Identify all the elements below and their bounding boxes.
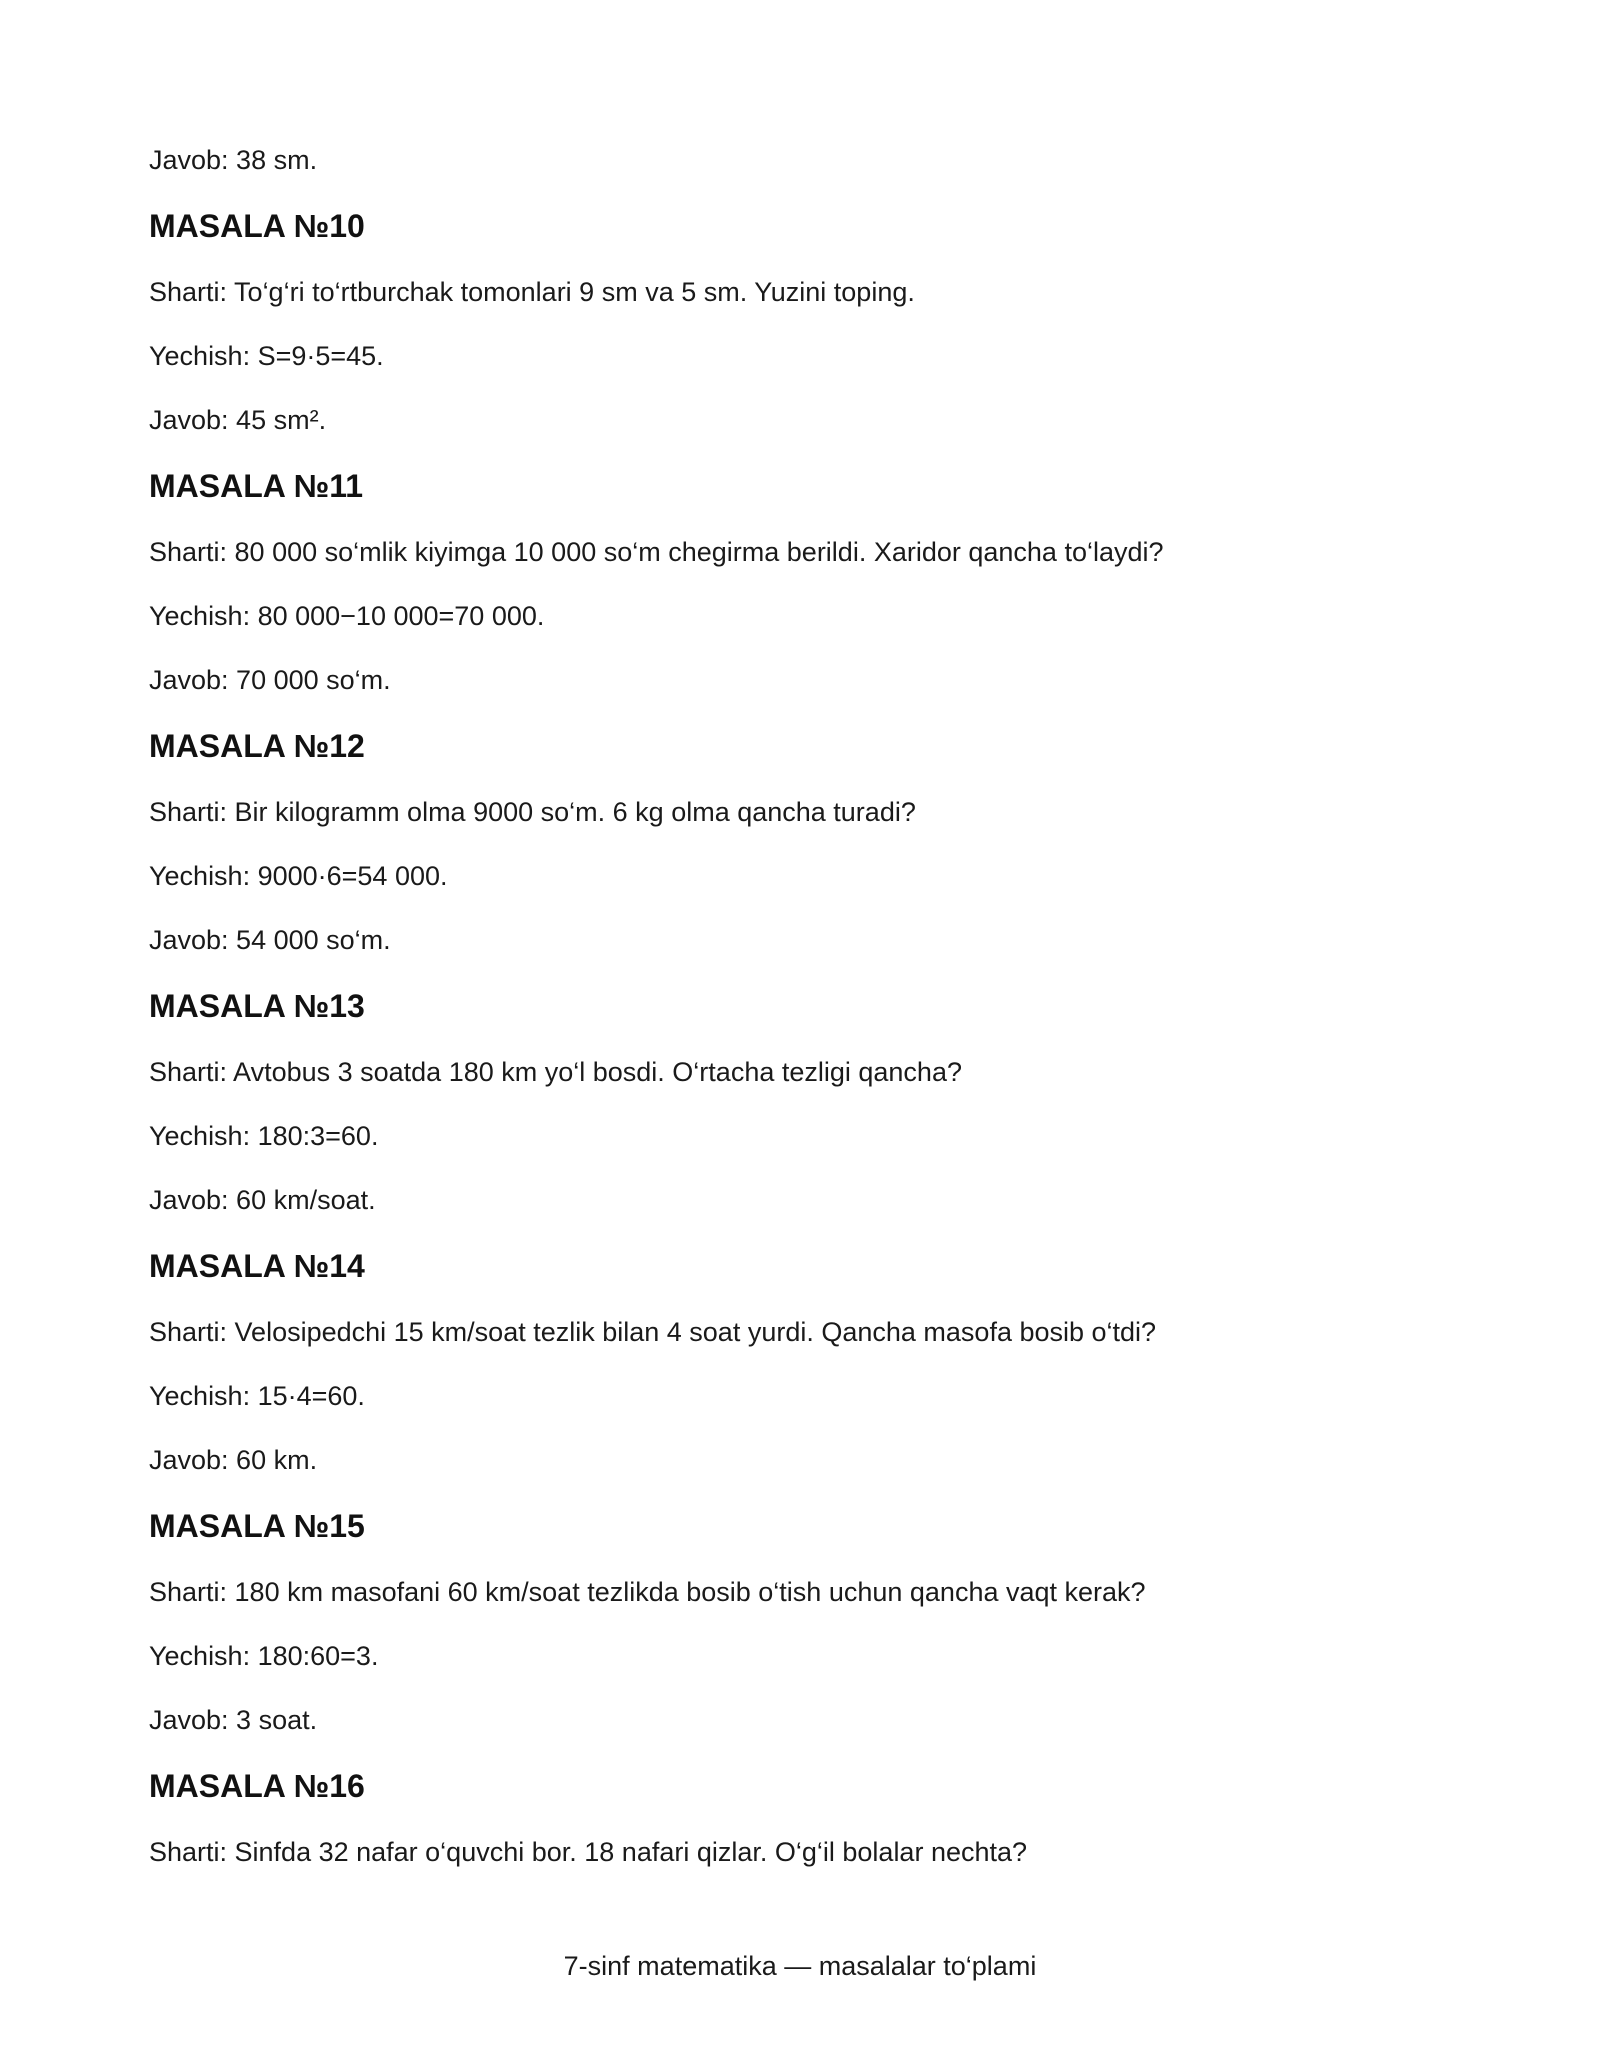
problem-10-condition: Sharti: To‘g‘ri to‘rtburchak tomonlari 9 sm va 5 sm. Yuzini toping. [149, 277, 915, 307]
problem-15-solution: Yechish: 180:60=3. [149, 1641, 379, 1671]
problem-10-solution: Yechish: S=9·5=45. [149, 341, 384, 371]
problem-14-title: MASALA №14 [149, 1248, 365, 1284]
problem-13-condition: Sharti: Avtobus 3 soatda 180 km yo‘l bosdi. O‘rtacha tezligi qancha? [149, 1057, 962, 1087]
problem-14-solution: Yechish: 15·4=60. [149, 1381, 365, 1411]
problem-12-solution: Yechish: 9000·6=54 000. [149, 861, 448, 891]
problem-14-condition: Sharti: Velosipedchi 15 km/soat tezlik bilan 4 soat yurdi. Qancha masofa bosib o‘tdi? [149, 1317, 1157, 1347]
problem-10-title: MASALA №10 [149, 208, 365, 244]
problem-10-answer: Javob: 45 sm². [149, 405, 327, 435]
problem-11-condition: Sharti: 80 000 so‘mlik kiyimga 10 000 so‘m chegirma berildi. Xaridor qancha to‘laydi? [149, 537, 1164, 567]
problem-13-solution: Yechish: 180:3=60. [149, 1121, 379, 1151]
problem-12-title: MASALA №12 [149, 728, 365, 764]
problem-11-answer: Javob: 70 000 so‘m. [149, 665, 391, 695]
problem-15-condition: Sharti: 180 km masofani 60 km/soat tezlikda bosib o‘tish uchun qancha vaqt kerak? [149, 1577, 1146, 1607]
answer-text: Javob: 38 sm. [149, 145, 318, 175]
problem-12-condition: Sharti: Bir kilogramm olma 9000 so‘m. 6 kg olma qancha turadi? [149, 797, 916, 827]
problem-12-answer: Javob: 54 000 so‘m. [149, 925, 391, 955]
page-footer: 7-sinf matematika — masalalar to‘plami [563, 1951, 1037, 1981]
problem-11-title: MASALA №11 [149, 468, 364, 504]
problem-13-answer: Javob: 60 km/soat. [149, 1185, 376, 1215]
problem-14-answer: Javob: 60 km. [149, 1445, 318, 1475]
problem-16-condition: Sharti: Sinfda 32 nafar o‘quvchi bor. 18 nafari qizlar. O‘g‘il bolalar nechta? [149, 1837, 1028, 1867]
problem-13-title: MASALA №13 [149, 988, 365, 1024]
problem-16-title: MASALA №16 [149, 1768, 365, 1804]
problem-15-answer: Javob: 3 soat. [149, 1705, 318, 1735]
problem-15-title: MASALA №15 [149, 1508, 365, 1544]
problem-11-solution: Yechish: 80 000−10 000=70 000. [149, 601, 545, 631]
page-content [149, 144, 1449, 1900]
